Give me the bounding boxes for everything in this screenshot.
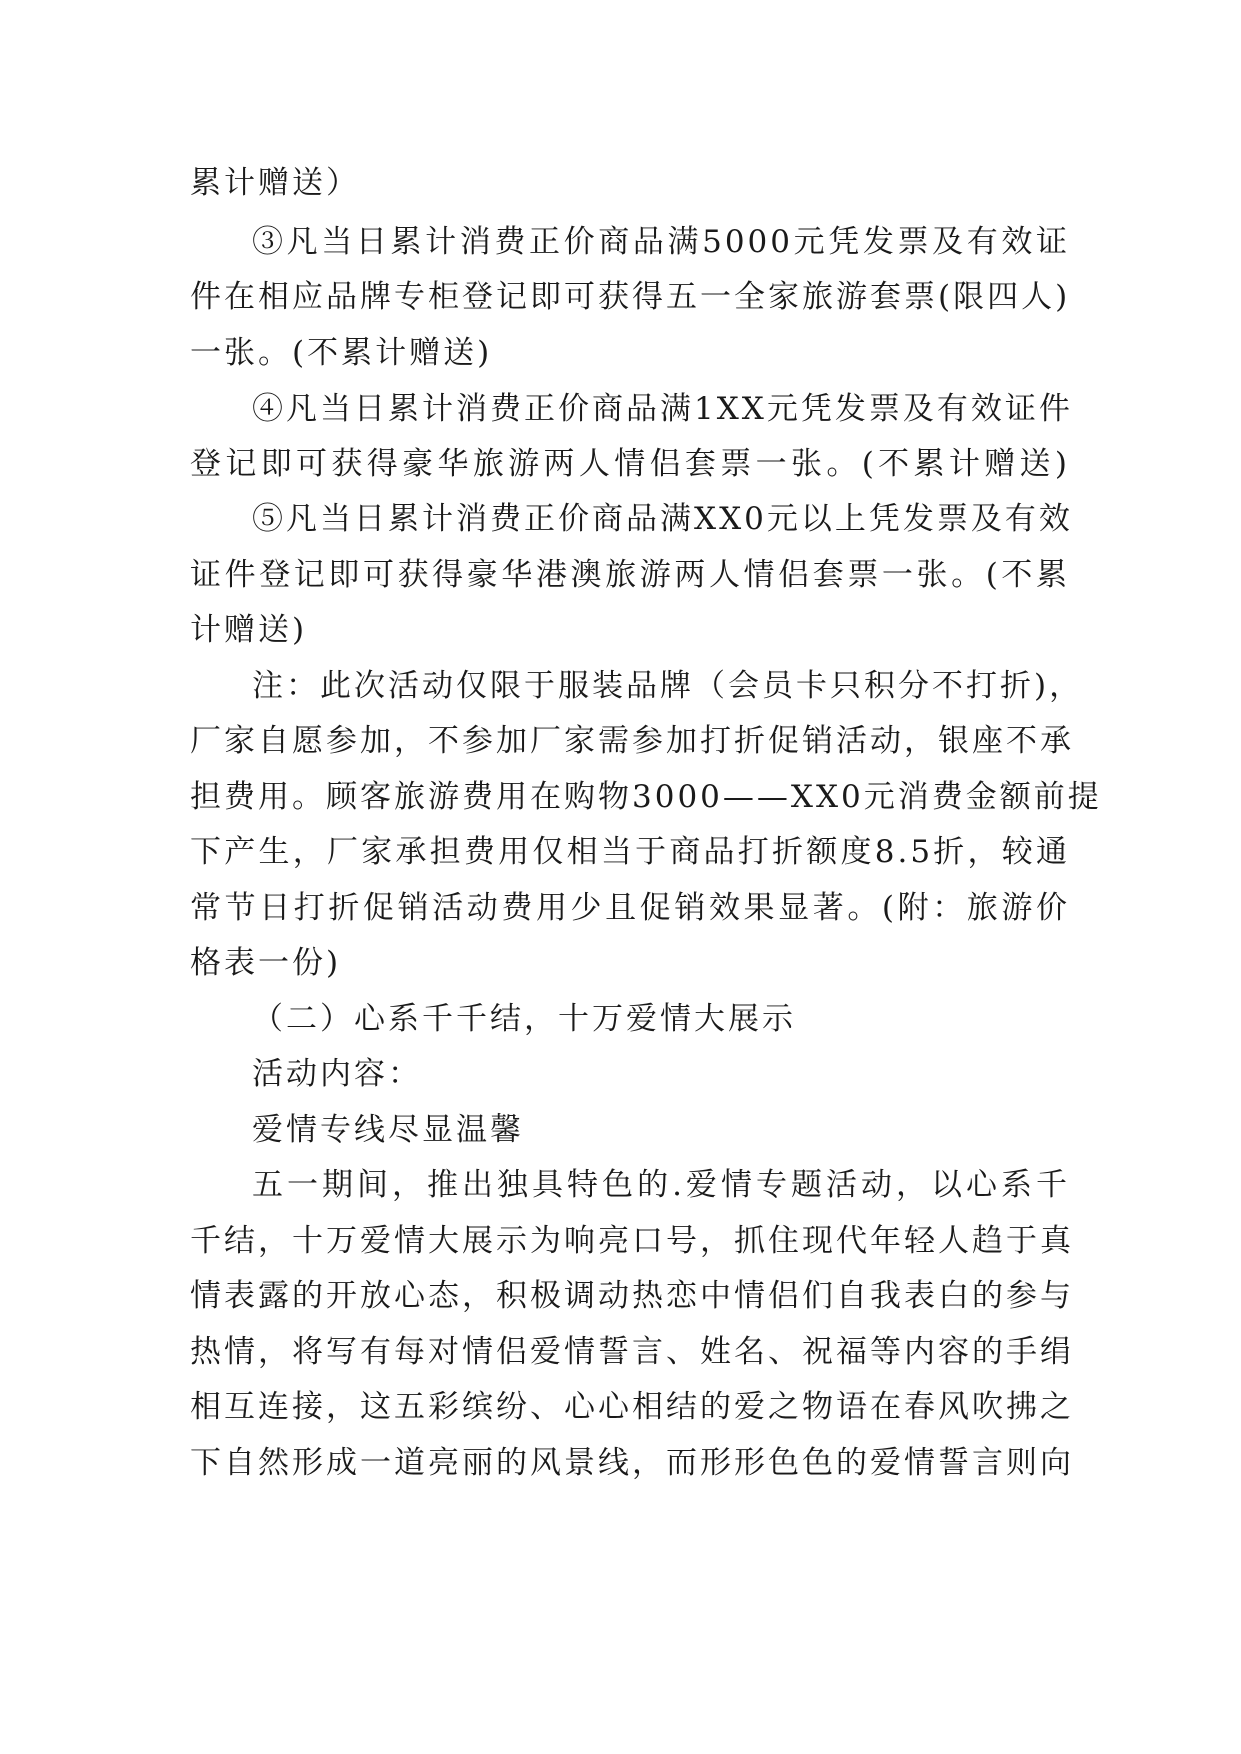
text-line: 计赠送): [190, 612, 308, 648]
section-heading: （二）心系千千结，十万爱情大展示: [252, 1001, 796, 1037]
text-line: 下自然形成一道亮丽的风景线，而形形色色的爱情誓言则向: [190, 1445, 1074, 1481]
text-line: ④凡当日累计消费正价商品满1XX元凭发票及有效证件: [252, 391, 1073, 427]
text-line: ⑤凡当日累计消费正价商品满XX0元以上凭发票及有效: [252, 501, 1073, 537]
text-line: 证件登记即可获得豪华港澳旅游两人情侣套票一张。(不累: [190, 557, 1070, 593]
text-line: 累计赠送）: [190, 165, 360, 201]
subheading: 爱情专线尽显温馨: [252, 1112, 524, 1148]
text-line: 一张。(不累计赠送): [190, 335, 493, 371]
text-line: 常节日打折促销活动费用少且促销效果显著。(附：旅游价: [190, 890, 1070, 926]
text-line: 情表露的开放心态，积极调动热恋中情侣们自我表白的参与: [190, 1278, 1074, 1314]
text-line: 厂家自愿参加，不参加厂家需参加打折促销活动，银座不承: [190, 723, 1074, 759]
text-line: 热情，将写有每对情侣爱情誓言、姓名、祝福等内容的手绢: [190, 1334, 1074, 1370]
text-line: 登记即可获得豪华旅游两人情侣套票一张。(不累计赠送): [190, 446, 1070, 482]
text-line: 担费用。顾客旅游费用在购物3000——XX0元消费金额前提: [190, 779, 1102, 815]
text-line: 活动内容：: [252, 1056, 422, 1092]
text-line: 千结，十万爱情大展示为响亮口号，抓住现代年轻人趋于真: [190, 1223, 1074, 1259]
text-line: 格表一份): [190, 945, 342, 981]
text-line: 相互连接，这五彩缤纷、心心相结的爱之物语在春风吹拂之: [190, 1389, 1074, 1425]
text-line: ③凡当日累计消费正价商品满5000元凭发票及有效证: [252, 224, 1070, 260]
text-line: 五一期间，推出独具特色的.爱情专题活动，以心系千: [252, 1167, 1070, 1203]
text-line: 注：此次活动仅限于服装品牌（会员卡只积分不打折)，: [252, 668, 1084, 704]
text-line: 下产生，厂家承担费用仅相当于商品打折额度8.5折，较通: [190, 834, 1070, 870]
text-line: 件在相应品牌专柜登记即可获得五一全家旅游套票(限四人): [190, 279, 1071, 315]
